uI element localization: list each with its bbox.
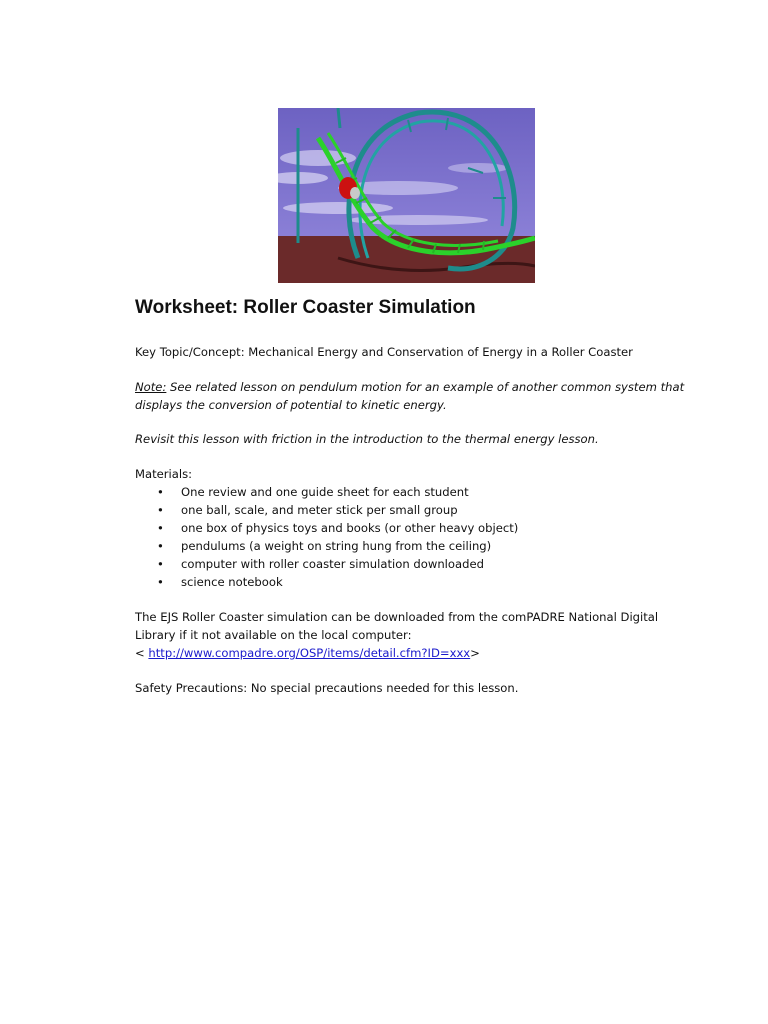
list-item — [135, 573, 518, 591]
bullet-icon: • — [157, 557, 164, 571]
key-topic: Key Topic/Concept: Mechanical Energy and Conservation of Energy in a Roller Coaster — [135, 345, 633, 359]
list-item-text: one ball, scale, and meter stick per small group — [181, 503, 458, 517]
link-suffix: > — [470, 646, 480, 660]
note-paragraph — [135, 378, 695, 414]
link-prefix: < — [135, 646, 149, 660]
note-text: See related lesson on pendulum motion for an example of another common system that displays the conversion of potential to kinetic energy. — [135, 380, 685, 412]
roller-coaster-image — [278, 108, 535, 283]
note-label: Note: — [135, 380, 167, 394]
list-item — [135, 483, 518, 501]
page-title: Worksheet: Roller Coaster Simulation — [135, 297, 476, 318]
link-line — [135, 644, 695, 662]
bullet-icon: • — [157, 539, 164, 553]
list-item-text: One review and one guide sheet for each student — [181, 485, 469, 499]
materials-list — [135, 483, 518, 591]
list-item-text: science notebook — [181, 575, 283, 589]
materials-heading: Materials: — [135, 467, 193, 481]
list-item — [135, 519, 518, 537]
list-item-text: computer with roller coaster simulation downloaded — [181, 557, 484, 571]
list-item-text: one box of physics toys and books (or other heavy object) — [181, 521, 519, 535]
download-text: The EJS Roller Coaster simulation can be downloaded from the comPADRE National Digital Library if it not available on the local computer: — [135, 610, 659, 642]
safety-precautions: Safety Precautions: No special precautions needed for this lesson. — [135, 681, 519, 695]
revisit-text: Revisit this lesson with friction in the introduction to the thermal energy lesson. — [135, 432, 599, 446]
bullet-icon: • — [157, 575, 164, 589]
bullet-icon: • — [157, 503, 164, 517]
list-item — [135, 537, 518, 555]
compadre-link[interactable]: http://www.compadre.org/OSP/items/detail.cfm?ID=xxx — [148, 646, 471, 660]
bullet-icon: • — [157, 521, 164, 535]
list-item-text: pendulums (a weight on string hung from the ceiling) — [181, 539, 492, 553]
bullet-icon: • — [157, 485, 164, 499]
list-item — [135, 501, 518, 519]
list-item — [135, 555, 518, 573]
